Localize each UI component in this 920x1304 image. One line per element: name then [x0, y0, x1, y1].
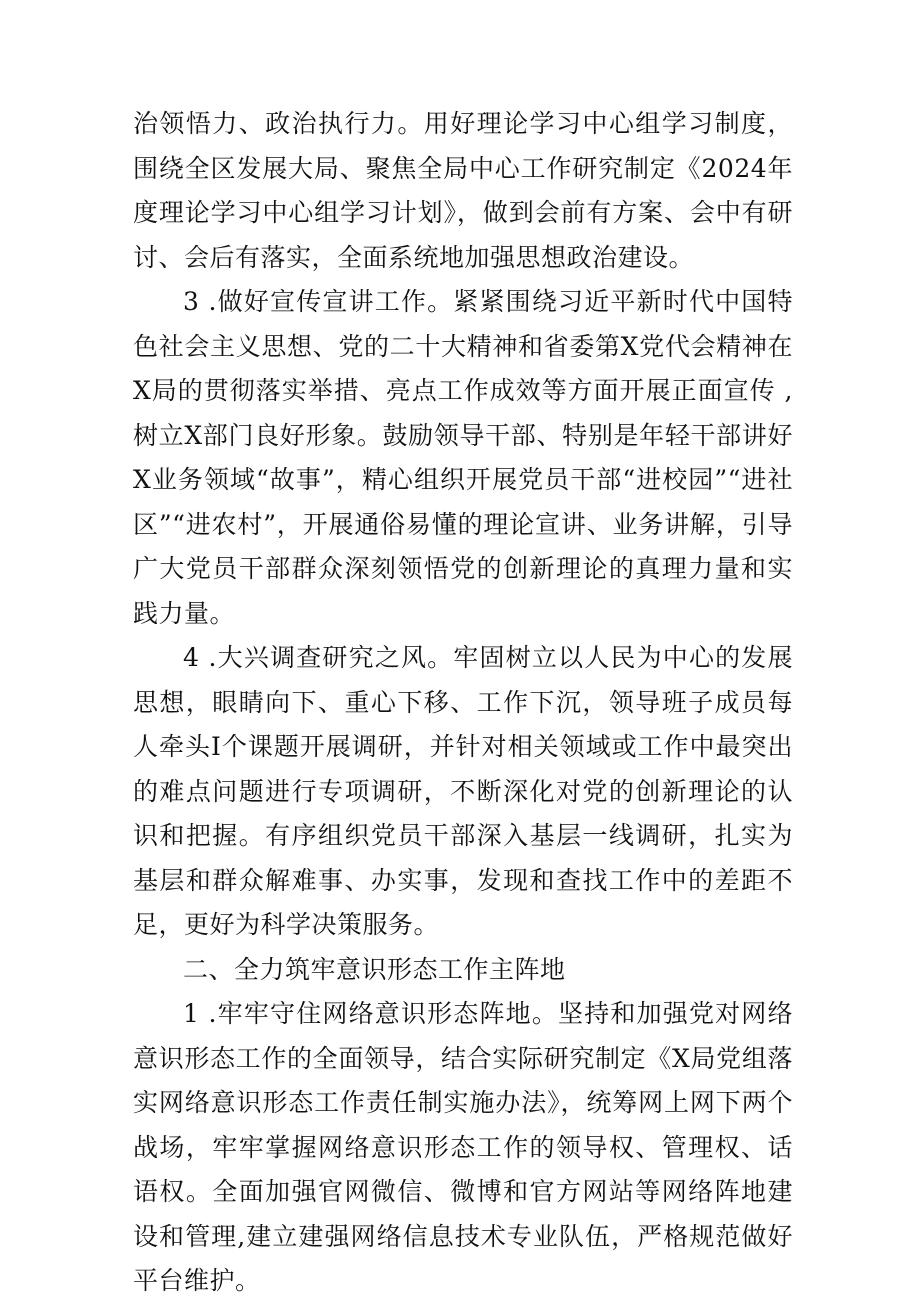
paragraph-item-1: 1 .牢牢守住网络意识形态阵地。坚持和加强党对网络意识形态工作的全面领导，结合实际研究制定《X局党组落实网络意识形态工作责任制实施办法》，统筹网上网下两个战场，牢牢掌握网络意识形态工作的领导权、管理权、话语权。全面加强官网微信、微博和官方网站等网络阵地建设和管理,建立建强网络信息技术专业队伍，严格规范做好平台维护。	[133, 999, 793, 1295]
paragraph-continuation: 治领悟力、政治执行力。用好理论学习中心组学习制度，围绕全区发展大局、聚焦全局中心工作研究制定《2024年度理论学习中心组学习计划》，做到会前有方案、会中有研讨、会后有落实，全面系统地加强思想政治建设。	[133, 109, 793, 272]
paragraph-item-3: 3 .做好宣传宣讲工作。紧紧围绕习近平新时代中国特色社会主义思想、党的二十大精神和省委第X党代会精神在X局的贯彻落实举措、亮点工作成效等方面开展正面宣传 ,树立X部门良好形象。鼓励领导干部、特别是年轻干部讲好X业务领域“故事”，精心组织开展党员干部“进校园”“进社区”“进农村”，开展通俗易懂的理论宣讲、业务讲解，引导广大党员干部群众深刻领悟党的创新理论的真理力量和实践力量。	[133, 287, 793, 628]
document-body	[133, 102, 793, 1304]
section-heading: 二、全力筑牢意识形态工作主阵地	[183, 954, 566, 984]
paragraph-item-4: 4 .大兴调查研究之风。牢固树立以人民为中心的发展思想，眼睛向下、重心下移、工作下沉，领导班子成员每人牵头I个课题开展调研，并针对相关领域或工作中最突出的难点问题进行专项调研，不断深化对党的创新理论的认识和把握。有序组织党员干部深入基层一线调研，扎实为基层和群众解难事、办实事，发现和查找工作中的差距不足，更好为科学决策服务。	[133, 643, 793, 939]
